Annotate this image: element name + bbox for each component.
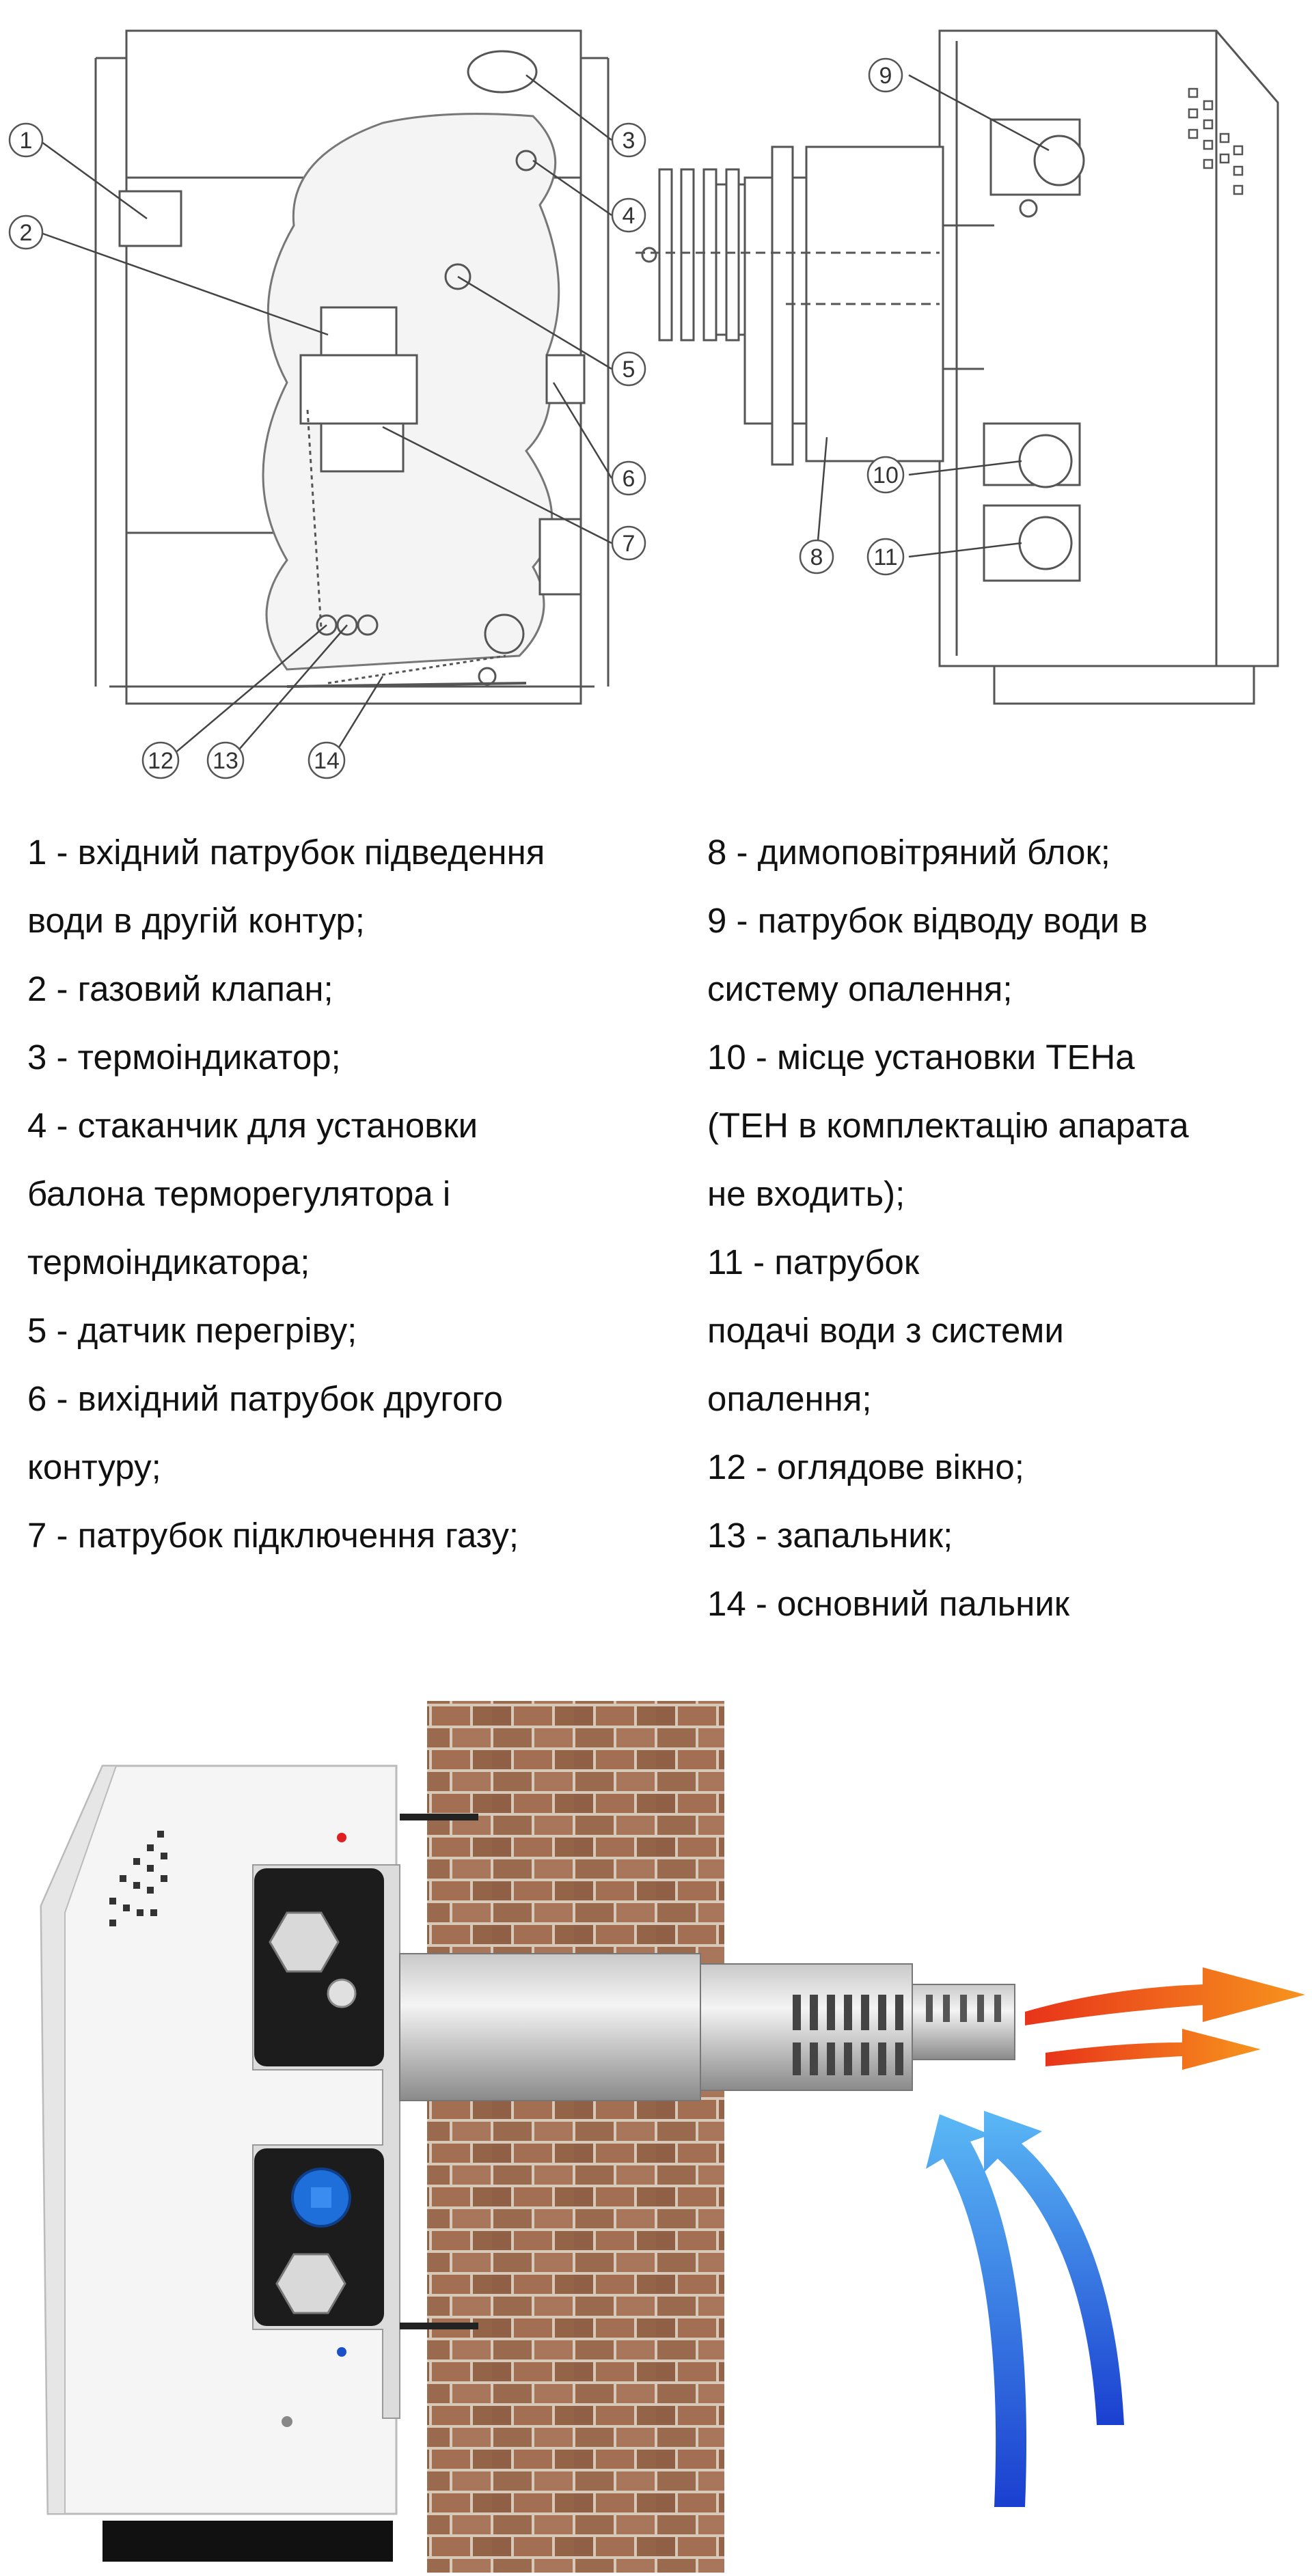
callout-10 bbox=[868, 457, 903, 493]
svg-text:14: 14 bbox=[314, 748, 340, 774]
legend-left-column bbox=[27, 818, 683, 1570]
svg-text:2: 2 bbox=[19, 220, 33, 246]
svg-text:11: 11 bbox=[873, 544, 898, 570]
brick-wall bbox=[427, 1701, 724, 2573]
legend-line: 3 - термоіндикатор; bbox=[27, 1038, 341, 1077]
callout-1 bbox=[10, 124, 42, 156]
legend-line: 4 - стаканчик для установки bbox=[27, 1106, 478, 1145]
callout-5 bbox=[612, 352, 645, 385]
cold-indicator-dot bbox=[337, 2347, 346, 2357]
legend-line: 1 - вхідний патрубок підведення bbox=[27, 833, 545, 872]
front-view bbox=[96, 31, 608, 704]
legend-line: 5 - датчик перегріву; bbox=[27, 1311, 357, 1350]
legend-line: 10 - місце установки ТЕНа bbox=[707, 1038, 1135, 1077]
legend-line: подачі води з системи bbox=[707, 1311, 1064, 1350]
orange-arrow-icon bbox=[1046, 2029, 1261, 2070]
legend-line: контуру; bbox=[27, 1448, 161, 1486]
legend-line: балона терморегулятора і bbox=[27, 1174, 451, 1213]
hot-indicator-dot bbox=[337, 1833, 346, 1842]
coaxial-flue bbox=[400, 1954, 1015, 2101]
callout-14 bbox=[309, 743, 344, 778]
boiler-technical-drawing bbox=[0, 0, 1312, 792]
legend-line: 6 - вихідний патрубок другого bbox=[27, 1379, 504, 1418]
callout-2 bbox=[10, 216, 42, 249]
legend-line: 7 - патрубок підключення газу; bbox=[27, 1516, 519, 1555]
callout-12 bbox=[143, 743, 178, 778]
legend-line: 9 - патрубок відводу води в bbox=[707, 901, 1148, 940]
legend-line: систему опалення; bbox=[707, 969, 1013, 1008]
callout-3 bbox=[612, 124, 645, 156]
legend-right-column bbox=[707, 818, 1295, 1638]
svg-text:3: 3 bbox=[622, 128, 636, 154]
svg-text:1: 1 bbox=[19, 128, 33, 154]
legend-line: опалення; bbox=[707, 1379, 872, 1418]
legend-line: не входить); bbox=[707, 1174, 905, 1213]
legend-line: термоіндикатора; bbox=[27, 1243, 310, 1282]
blue-arrow-icon bbox=[926, 2114, 1026, 2507]
svg-text:7: 7 bbox=[622, 531, 636, 557]
side-view bbox=[636, 31, 1278, 704]
inflow-arrows bbox=[926, 2111, 1124, 2507]
callout-7 bbox=[612, 527, 645, 559]
legend-line: 14 - основний пальник bbox=[707, 1584, 1070, 1623]
boiler-body bbox=[41, 1766, 478, 2562]
svg-text:6: 6 bbox=[622, 466, 636, 492]
svg-text:5: 5 bbox=[622, 357, 636, 383]
svg-text:9: 9 bbox=[879, 63, 892, 89]
legend-line: 11 - патрубок bbox=[707, 1243, 920, 1282]
callout-4 bbox=[612, 199, 645, 232]
orange-arrow-icon bbox=[1025, 1967, 1305, 2025]
legend-line: 12 - оглядове вікно; bbox=[707, 1448, 1024, 1486]
legend-line: 8 - димоповітряний блок; bbox=[707, 833, 1110, 872]
installation-illustration bbox=[0, 1639, 1312, 2573]
legend-line: (ТЕН в комплектацію апарата bbox=[707, 1106, 1189, 1145]
svg-text:13: 13 bbox=[213, 748, 238, 774]
svg-text:8: 8 bbox=[810, 544, 823, 570]
legend-line: 13 - запальник; bbox=[707, 1516, 953, 1555]
svg-text:4: 4 bbox=[622, 203, 636, 229]
legend-line: води в другій контур; bbox=[27, 901, 365, 940]
callout-6 bbox=[612, 462, 645, 495]
svg-text:12: 12 bbox=[148, 748, 174, 774]
callout-8 bbox=[800, 540, 833, 573]
callout-13 bbox=[208, 743, 243, 778]
legend-line: 2 - газовий клапан; bbox=[27, 969, 333, 1008]
callout-11 bbox=[868, 539, 903, 574]
outflow-arrows bbox=[1025, 1967, 1305, 2070]
svg-text:10: 10 bbox=[873, 462, 899, 488]
callout-9 bbox=[869, 59, 902, 92]
legend bbox=[0, 792, 1312, 1639]
